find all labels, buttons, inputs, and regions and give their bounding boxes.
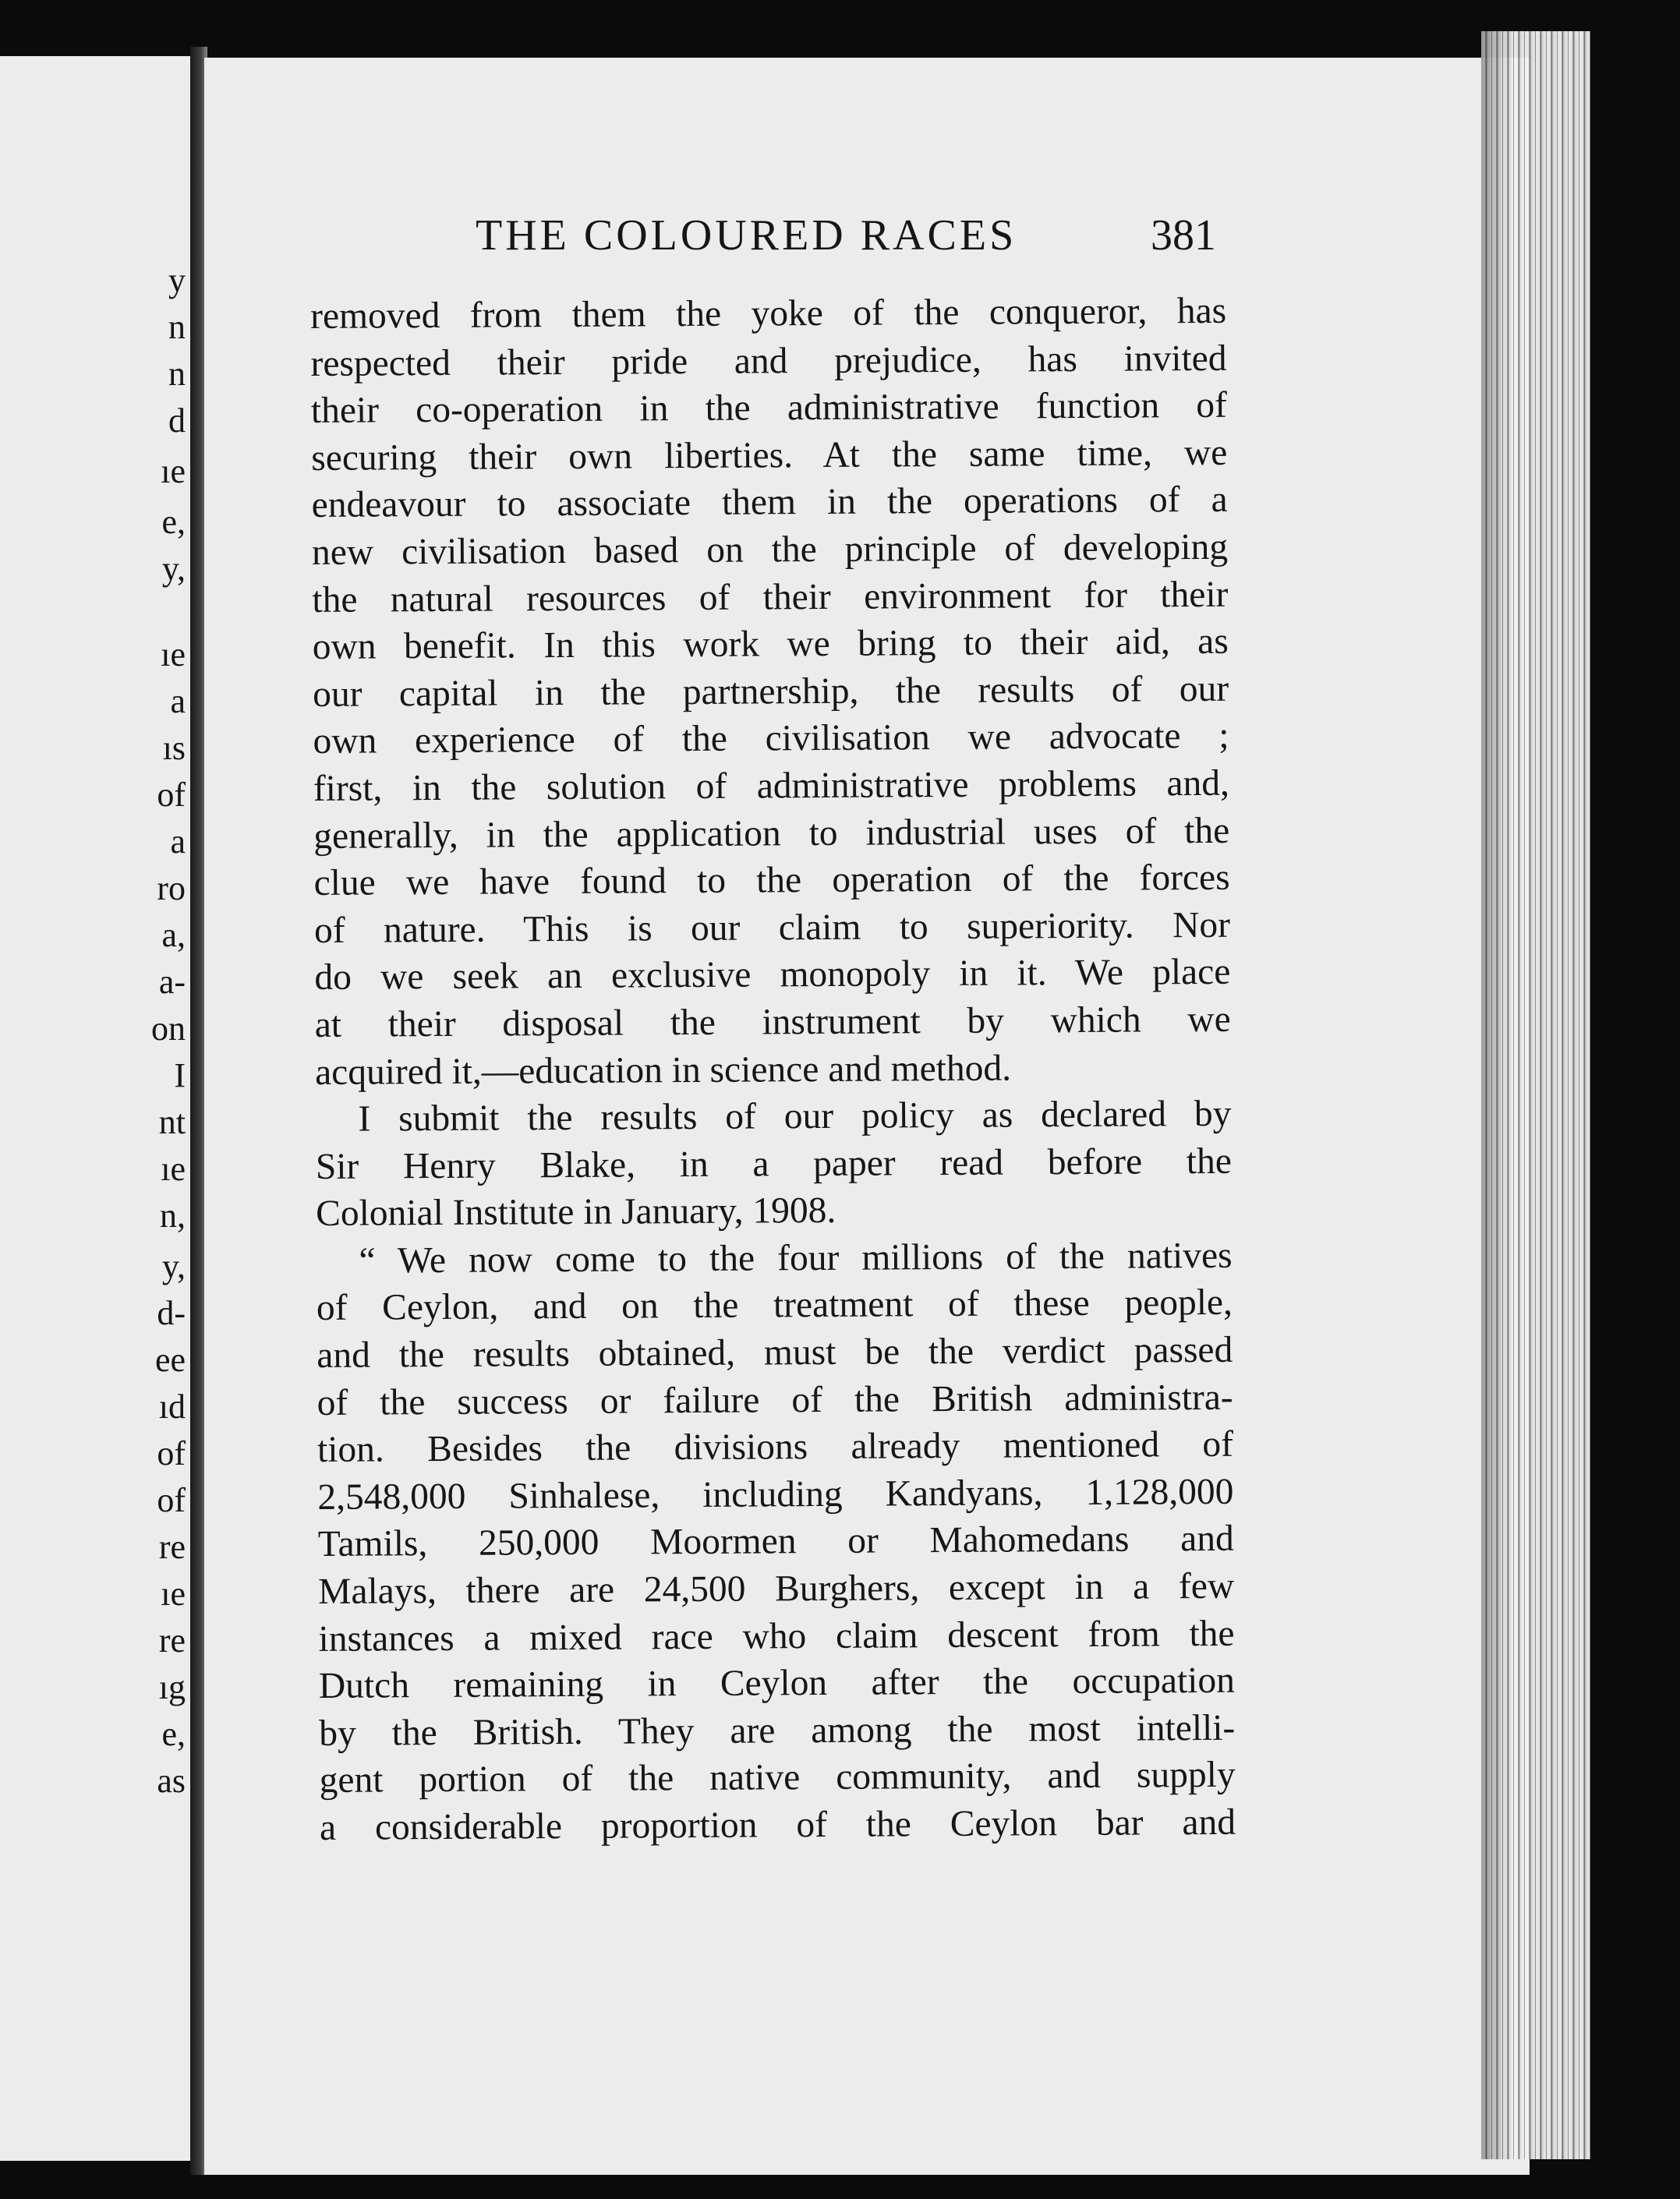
text-line: their co-operation in the administrative function of	[310, 385, 1228, 432]
facing-page-fragment: e,	[161, 1715, 186, 1753]
text-line: of nature. This is our claim to superiority. Nor	[313, 904, 1231, 951]
facing-page-fragment: ıs	[162, 729, 186, 767]
text-line: securing their own liberties. At the same time, we	[311, 432, 1228, 479]
facing-page-fragment: a	[170, 822, 186, 861]
text-line: respected their pride and prejudice, has invited	[310, 338, 1227, 384]
text-line: generally, in the application to industrial uses of the	[313, 810, 1230, 857]
page-number: 381	[1151, 211, 1216, 260]
text-line: 2,548,000 Sinhalese, including Kandyans, 1,128,000	[317, 1471, 1234, 1518]
text-line: a considerable proportion of the Ceylon bar and	[319, 1801, 1236, 1848]
text-line: by the British. They are among the most intelli-	[319, 1707, 1236, 1754]
text-line: gent portion of the native community, and supply	[319, 1755, 1236, 1801]
text-line: tion. Besides the divisions already mentioned of	[317, 1424, 1234, 1471]
text-line: of Ceylon, and on the treatment of these people,	[316, 1282, 1233, 1329]
fore-edge-shadow	[1481, 31, 1512, 2159]
text-line: the natural resources of their environment for their	[312, 574, 1229, 620]
facing-page-fragment: re	[158, 1621, 186, 1660]
text-line: own experience of the civilisation we advocate ;	[313, 716, 1229, 762]
facing-page-fragment: ıg	[158, 1668, 186, 1706]
facing-page-fragment: of	[157, 1434, 186, 1472]
text-line: own benefit. In this work we bring to their aid, as	[312, 620, 1229, 668]
facing-page-fragment: d	[168, 401, 186, 440]
facing-page-fragment: ıe	[161, 1150, 186, 1188]
facing-page-fragment: re	[158, 1528, 186, 1566]
text-line: our capital in the partnership, the results of our	[312, 668, 1229, 715]
facing-page-fragment: ıe	[161, 635, 186, 673]
text-line: Dutch remaining in Ceylon after the occupation	[318, 1660, 1236, 1707]
text-line: first, in the solution of administrative problems and,	[313, 762, 1230, 809]
text-line: new civilisation based on the principle of developing	[311, 526, 1229, 573]
facing-page-fragment: d-	[157, 1294, 186, 1332]
text-line: Colonial Institute in January, 1908.	[316, 1190, 836, 1235]
facing-page-fragment: a	[170, 682, 186, 720]
text-line: I submit the results of our policy as declared by	[358, 1093, 1232, 1140]
running-head	[476, 210, 1216, 273]
facing-page-fragment: ee	[154, 1341, 186, 1379]
text-line: Tamils, 250,000 Moormen or Mahomedans and	[317, 1518, 1234, 1565]
facing-page-fragment: a,	[161, 916, 186, 954]
text-line: removed from them the yoke of the conqueror, has	[310, 290, 1227, 337]
facing-page-fragment: ıd	[158, 1388, 186, 1426]
facing-page-fragment: n	[168, 308, 186, 346]
facing-page-fragment: ıe	[161, 452, 186, 490]
text-line: and the results obtained, must be the verdict passed	[317, 1329, 1233, 1377]
facing-page-fragment: of	[157, 776, 186, 814]
facing-page-fragment: ro	[157, 869, 186, 907]
facing-page-fragment: of	[157, 1481, 186, 1519]
scan-border-bottom	[204, 2175, 1530, 2199]
facing-page-fragment: ıe	[161, 1575, 186, 1613]
text-line: Sir Henry Blake, in a paper read before the	[315, 1140, 1232, 1187]
text-line: clue we have found to the operation of the forces	[313, 857, 1230, 904]
facing-page-fragment: y,	[161, 1247, 186, 1285]
facing-page-fragment: nt	[158, 1103, 186, 1141]
text-line: of the success or failure of the British administra-	[317, 1377, 1233, 1423]
facing-page-fragment: y,	[161, 550, 186, 588]
facing-page-fragment: y	[168, 261, 186, 299]
facing-page-fragment: on	[151, 1009, 186, 1048]
text-line: Malays, there are 24,500 Burghers, except in a few	[318, 1565, 1235, 1612]
text-line: instances a mixed race who claim descent from the	[318, 1613, 1235, 1660]
facing-page-fragment: n,	[160, 1197, 186, 1235]
text-line: endeavour to associate them in the operations of a	[311, 479, 1228, 526]
body-text	[310, 288, 1236, 1852]
facing-page-fragment: e,	[161, 503, 186, 541]
facing-page-fragment: n	[168, 355, 186, 393]
facing-page-fragment: a-	[158, 963, 186, 1001]
text-line: at their disposal the instrument by which we	[314, 999, 1231, 1045]
text-line: do we seek an exclusive monopoly in it. We place	[314, 952, 1231, 999]
text-line: acquired it,—education in science and method.	[314, 1048, 1012, 1093]
facing-page-edge	[0, 56, 190, 2161]
running-title: THE COLOURED RACES	[476, 211, 1017, 260]
facing-page-fragment: as	[157, 1762, 186, 1800]
facing-page-fragment: I	[174, 1056, 186, 1094]
text-line: “ We now come to the four millions of the natives	[359, 1235, 1233, 1282]
